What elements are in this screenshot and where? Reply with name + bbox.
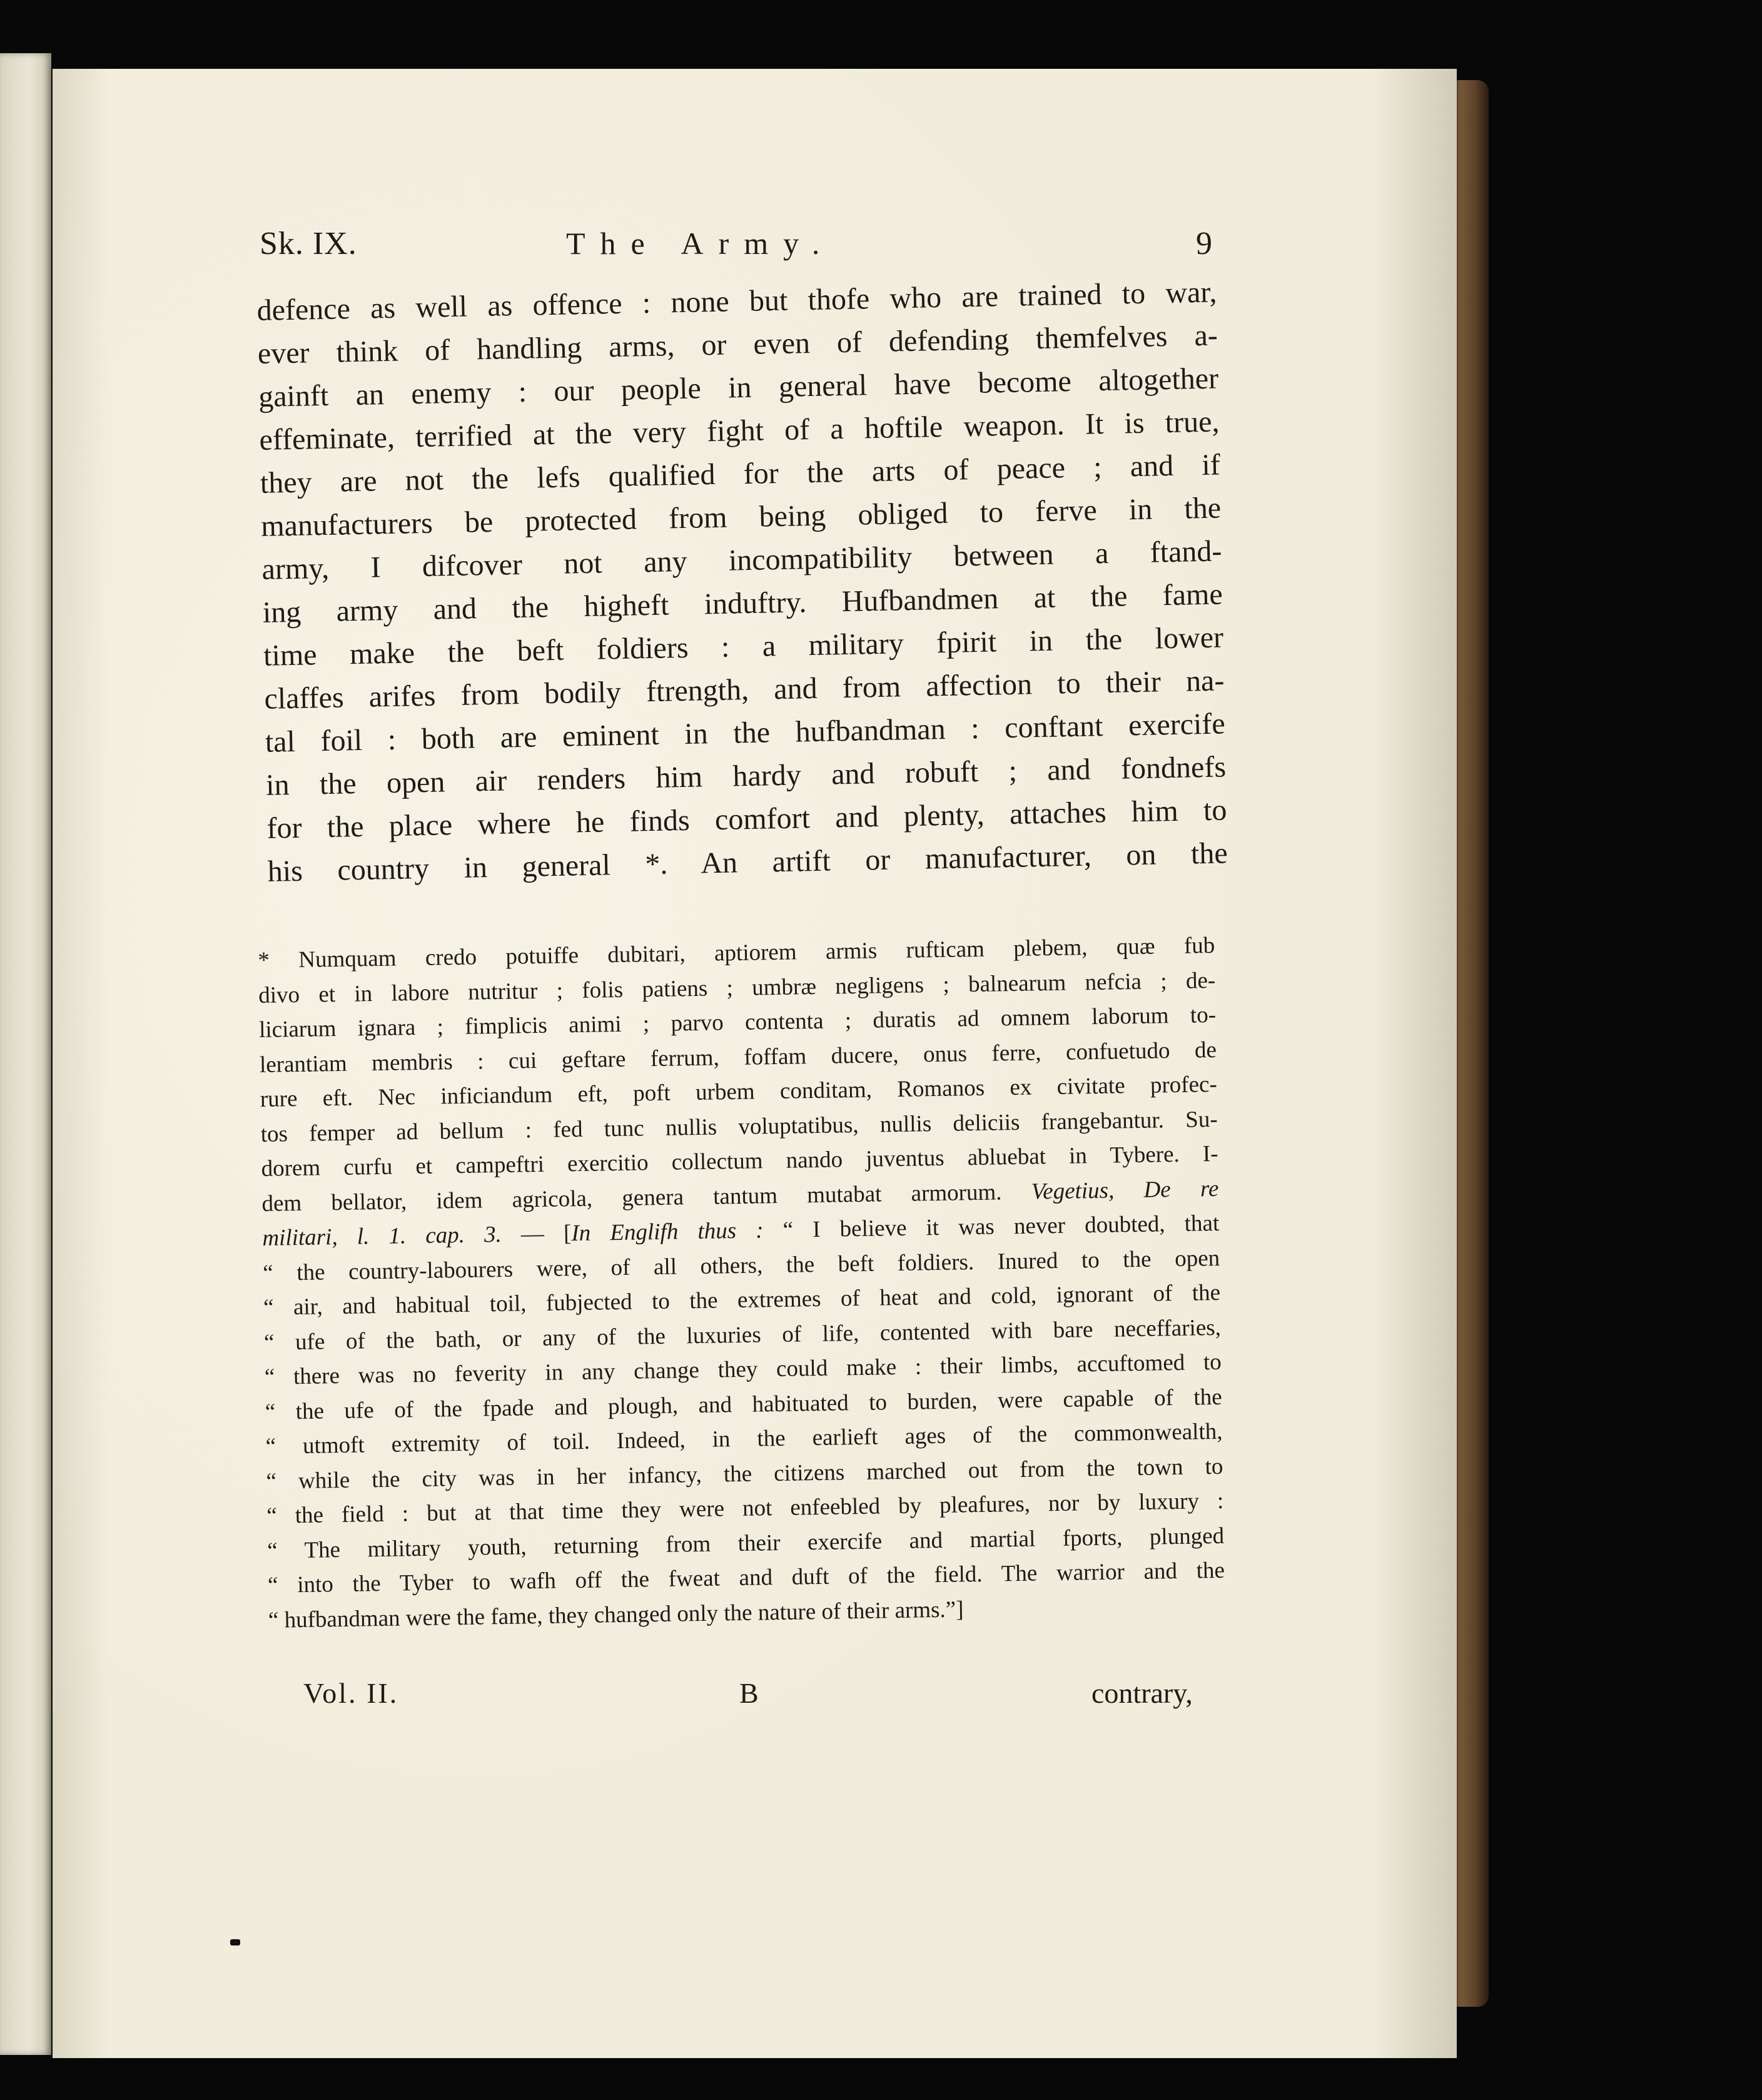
running-head-section: Sk. IX. (260, 226, 357, 261)
page-number: 9 (1196, 226, 1213, 261)
footnote (258, 928, 1225, 1638)
body-line: for the place where he finds comfort and plenty, attaches him to (266, 793, 1227, 845)
footnote-line: “ while the city was in her infancy, the citizens marched out from the town to (266, 1453, 1223, 1494)
footnote-line: divo et in labore nutritur ; folis patiens ; umbræ negligens ; balnearum nefcia ; de- (258, 967, 1216, 1008)
body-line: ing army and the higheft induftry. Hufbandmen at the fame (262, 577, 1223, 629)
body-line: they are not the lefs qualified for the arts of peace ; and if (260, 448, 1221, 500)
footnote-line: dorem curfu et campeftri exercitio collectum nando juventus abluebat in Tybere. I- (261, 1140, 1218, 1182)
gathering-mark: B (739, 1677, 759, 1709)
catchword: contrary, (1091, 1677, 1193, 1709)
citation-author: Vegetius, De re (1031, 1175, 1219, 1205)
citation-dash: — [ (501, 1220, 572, 1247)
footnote-line: “ the field : but at that time they were not enfeebled by pleafures, nor by luxury : (266, 1488, 1224, 1529)
citation-reference: militari, l. 1. cap. 3. (262, 1221, 502, 1251)
body-line: his country in general *. An artift or manufacturer, on the (267, 836, 1228, 888)
body-line: claffes arifes from bodily ftrength, and from affection to their na- (264, 664, 1225, 716)
footnote-line: “ air, and habitual toil, fubjected to the extremes of heat and cold, ignorant of the (263, 1279, 1221, 1321)
footnote-line: “ ufe of the bath, or any of the luxuries of life, contented with bare neceffaries, (263, 1314, 1222, 1356)
footnote-line: rure eft. Nec inficiandum eft, poft urbem conditam, Romanos ex civitate profec- (260, 1071, 1218, 1112)
ink-speck (230, 1939, 240, 1945)
footnote-line: “ into the Tyber to wafh off the fweat and duft of the field. The warrior and the (267, 1557, 1225, 1598)
body-line: in the open air renders him hardy and robuft ; and fondnefs (265, 750, 1227, 802)
body-line: manufacturers be protected from being obliged to ferve in the (260, 491, 1222, 543)
footnote-text: dem bellator, idem agricola, genera tantum mutabat armorum. (261, 1179, 1002, 1217)
running-head-title: The Army. (566, 226, 835, 261)
body-line: ever think of handling arms, or even of defending themfelves a- (257, 318, 1218, 370)
facing-page-edge (0, 53, 51, 2055)
body-line: defence as well as offence : none but thofe who are trained to war, (256, 275, 1217, 327)
footnote-line: “ The military youth, returning from their exercife and martial fports, plunged (266, 1523, 1225, 1564)
footnote-line: tos femper ad bellum : fed tunc nullis voluptatibus, nullis deliciis frangebantur. Su- (260, 1106, 1218, 1147)
body-text (256, 271, 1228, 893)
footnote-line: “ hufbandman were the fame, they changed only the nature of their arms.”] (268, 1596, 964, 1633)
footnote-line: liciarum ignara ; fimplicis animi ; parvo contenta ; duratis ad omnem laborum to- (258, 1002, 1217, 1043)
footnote-line: “ the country-labourers were, of all others, the beft foldiers. Inured to the open (262, 1245, 1220, 1286)
translation-first: “ I believe it was never doubted, that (763, 1210, 1220, 1244)
footnote-line: “ the ufe of the fpade and plough, and habituated to burden, were capable of the (265, 1384, 1222, 1425)
footnote-line: “ there was no feverity in any change they could make : their limbs, accuftomed to (264, 1349, 1222, 1390)
volume-signature: Vol. II. (303, 1677, 399, 1709)
body-line: army, I difcover not any incompatibility between a ftand- (261, 534, 1222, 586)
body-line: effeminate, terrified at the very fight of a hoftile weapon. It is true, (259, 405, 1220, 457)
body-line: tal foil : both are eminent in the hufbandman : conftant exercife (265, 707, 1226, 759)
body-line: time make the beft foldiers : a military fpirit in the lower (263, 621, 1224, 672)
footnote-line: “ utmoft extremity of toil. Indeed, in the earlieft ages of the commonwealth, (265, 1418, 1223, 1459)
translation-intro: In Englifh thus : (571, 1217, 764, 1247)
body-line: gainft an enemy : our people in general have become altogether (258, 362, 1219, 413)
footnote-line: lerantiam membris : cui geftare ferrum, foffam ducere, onus ferre, confuetudo de (259, 1037, 1217, 1078)
footnote-line: * Numquam credo potuiffe dubitari, aptiorem armis rufticam plebem, quæ fub (258, 932, 1215, 973)
